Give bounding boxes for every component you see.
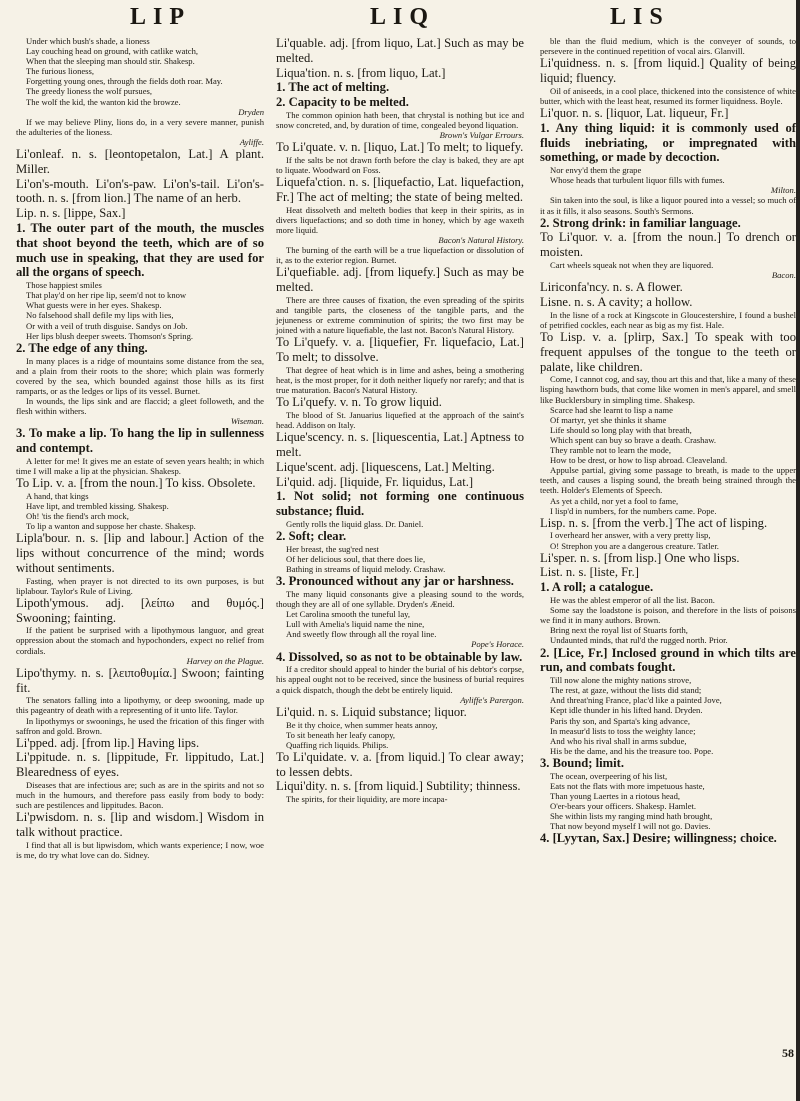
headword-entry: To Lip. v. a. [from the noun.] To kiss. Obsolete. <box>16 476 256 490</box>
sense-definition: 4. Dissolved, so as not to be obtainable by law. <box>276 649 523 664</box>
headword-entry: To Li'quor. v. a. [from the noun.] To drench or moisten. <box>540 230 796 260</box>
quotation: Those happiest smiles <box>26 280 102 291</box>
headword-entry: To Li'quidate. v. a. [from liquid.] To clear away; to lessen debts. <box>276 749 524 779</box>
quotation: He was the ablest emperor of all the list. Bacon. <box>550 595 715 606</box>
quotation: Of her delicious soul, that there does lie, <box>286 554 426 564</box>
headword-entry: Lique'scent. adj. [liquescens, Lat.] Melting. <box>276 459 495 474</box>
quotation: Gently rolls the liquid glass. Dr. Daniel. <box>286 519 424 530</box>
header-center: LIQ <box>370 4 436 30</box>
headword-entry: Li'ppitude. n. s. [lippitude, Fr. lippitudo, Lat.] Blearedness of eyes. <box>16 750 264 780</box>
quotation: Quaffing rich liquids. Philips. <box>286 739 389 750</box>
headword-entry: Lipoth'ymous. adj. [λείπω and θυμός.] Swooning; fainting. <box>16 595 264 625</box>
quotation: No falsehood shall defile my lips with lies, <box>26 310 174 321</box>
headword-entry: Li'quidness. n. s. [from liquid.] Quality of being liquid; fluency. <box>540 56 796 85</box>
quotation: Scarce had she learnt to lisp a name <box>550 404 673 415</box>
quotation-source: Dryden <box>238 106 264 117</box>
headword-entry: Lipo'thymy. n. s. [λειποθυμία.] Swoon; fainting fit. <box>16 665 264 695</box>
page-number: 58 <box>782 1046 794 1060</box>
quotation: O! Strephon you are a dangerous creature. Tatler. <box>550 540 719 551</box>
quotation: Bathing in streams of liquid melody. Crashaw. <box>286 564 446 575</box>
quotation: That now beyond myself I will not go. Davies. <box>550 821 711 832</box>
quotation: Life should so long play with that breath, <box>550 424 692 435</box>
quotation: Till now alone the mighty nations strove, <box>550 675 692 686</box>
quotation: If the salts be not drawn forth before the clay is baked, they are apt to liquate. Woodward on Foss. <box>276 155 524 176</box>
quotation: Whose heads that turbulent liquor fills with fumes. <box>550 175 725 186</box>
quotation: That play'd on her ripe lip, seem'd not to know <box>26 290 187 301</box>
quotation: I overheard her answer, with a very pretty lisp, <box>550 530 711 541</box>
quotation: The burning of the earth will be a true liquefaction or dissolution of it, as to the exterior region. Burnet. <box>276 245 524 266</box>
headword-entry: Lisne. n. s. A cavity; a hollow. <box>540 295 693 309</box>
quotation: She within lists my ranging mind hath brought, <box>550 811 713 822</box>
page-edge-shadow <box>796 0 800 1101</box>
sense-definition: 1. Any thing liquid: it is commonly used of fluids inebriating, or impregnated with something, or made by decoction. <box>540 120 796 165</box>
quotation: Have lipt, and trembled kissing. Shakesp. <box>26 500 169 511</box>
quotation-source: Bacon. <box>771 270 796 281</box>
quotation: His be the dame, and his the treasure too. Pope. <box>550 745 714 756</box>
headword-entry: Li'quid. adj. [liquide, Fr. liquidus, Lat.] <box>276 474 474 489</box>
headword-entry: Li'quable. adj. [from liquo, Lat.] Such as may be melted. <box>276 36 524 65</box>
headword-entry: Lisp. n. s. [from the verb.] The act of lisping. <box>540 515 768 530</box>
quotation: Undaunted minds, that rul'd the rugged north. Prior. <box>550 635 728 646</box>
quotation: What guests were in her eyes. Shakesp. <box>26 300 162 311</box>
header-right: LIS <box>610 4 670 30</box>
quotation: In the lisne of a rock at Kingscote in Gloucestershire, I found a bushel of petrified cockles, each near as big as my fist. Hale. <box>540 309 796 330</box>
sense-definition: 3. To make a lip. To hang the lip in sullenness and contempt. <box>16 426 264 456</box>
quotation: Or with a veil of truth disguise. Sandys on Job. <box>26 320 188 331</box>
quotation: The rest, at gaze, without the lists did stand; <box>550 685 702 696</box>
headword-entry: Lique'scency. n. s. [liquescentia, Lat.] Aptness to melt. <box>276 430 524 460</box>
quotation: And threat'ning France, plac'd like a painted Jove, <box>550 695 722 706</box>
quotation: The furious lioness, <box>26 66 95 77</box>
quotation-source: Harvey on the Plague. <box>186 655 264 666</box>
quotation-source: Wiseman. <box>230 416 264 427</box>
quotation: If a creditor should appeal to hinder the burial of his debtor's corpse, his appeal ought not to be received, since the business of burial requires a quick dispatch, though the debt be entirely liquid. <box>276 664 524 695</box>
quotation-source: Brown's Vulgar Errours. <box>439 130 524 141</box>
quotation: When that the sleeping man should stir. Shakesp. <box>26 56 195 67</box>
quotation: How to be drest, or how to lisp abroad. Cleaveland. <box>550 455 728 466</box>
running-header <box>0 4 800 34</box>
headword-entry: List. n. s. [liste, Fr.] <box>540 565 640 580</box>
headword-entry: Li'quid. n. s. Liquid substance; liquor. <box>276 704 467 719</box>
headword-entry: To Li'quefy. v. n. To grow liquid. <box>276 395 442 410</box>
headword-entry: Liriconfa'ncy. n. s. A flower. <box>540 280 683 295</box>
headword-entry: Liqua'tion. n. s. [from liquo, Lat.] <box>276 65 446 80</box>
sense-definition: 1. Not solid; not forming one continuous substance; fluid. <box>276 489 524 519</box>
quotation: Kept idle thunder in his lifted hand. Dryden. <box>550 705 703 716</box>
quotation: Her breast, the sug'red nest <box>286 543 379 554</box>
quotation: Than young Laertes in a riotous head, <box>550 790 681 801</box>
quotation: Which spent can buy so brave a death. Crashaw. <box>550 434 717 445</box>
quotation: The spirits, for their liquidity, are more incapa- <box>286 794 448 805</box>
headword-entry: Lip. n. s. [lippe, Sax.] <box>16 206 126 221</box>
quotation: Some say the loadstone is poison, and therefore in the lists of poisons we find it in many authors. Brown. <box>540 605 796 626</box>
column-middle <box>276 36 524 804</box>
quotation: The greedy lioness the wolf pursues, <box>26 86 153 97</box>
sense-definition: 2. Capacity to be melted. <box>276 95 409 110</box>
quotation-source: Milton. <box>770 185 796 196</box>
column-left <box>16 36 264 860</box>
quotation: That degree of heat which is in lime and ashes, being a smothering heat, is the most proper, for it doth neither liquefy nor rarefy; and that is true maturation. Bacon's Natural History. <box>276 364 524 396</box>
headword-entry: Li'quor. n. s. [liquor, Lat. liqueur, Fr.] <box>540 105 729 120</box>
column-right <box>540 36 796 846</box>
quotation: Lay couching head on ground, with catlike watch, <box>26 46 199 57</box>
quotation: The blood of St. Januarius liquefied at the approach of the saint's head. Addison on Italy. <box>276 410 524 431</box>
quotation: In lipothymys or swoonings, he used the frication of this finger with saffron and gold. Brown. <box>16 715 264 736</box>
quotation-source: Bacon's Natural History. <box>438 235 524 246</box>
quotation: The senators falling into a lipothymy, or deep swooning, made up this pageantry of death with a representing of it unto life. Taylor. <box>16 695 264 716</box>
headword-entry: Lipla'bour. n. s. [lip and labour.] Action of the lips without concurrence of the mind; words without sentiments. <box>16 531 264 575</box>
headword-entry: Li'onleaf. n. s. [leontopetalon, Lat.] A plant. Miller. <box>16 147 264 176</box>
quotation: Oh! 'tis the fiend's arch mock, <box>26 510 129 521</box>
quotation: Her lips blush deeper sweets. Thomson's Spring. <box>26 330 194 341</box>
quotation: Eats not the flats with more impetuous haste, <box>550 780 705 791</box>
quotation: Fasting, when prayer is not directed to its own purposes, is but liplabour. Taylor's Rule of Living. <box>16 575 264 596</box>
quotation: To sit beneath her leafy canopy, <box>286 729 396 740</box>
quotation: Appulse partial, giving some passage to breath, is made to the upper teeth, and causes a lisping sound, the breath being strained through the teeth. Holder's Elements of Speech. <box>540 465 796 496</box>
headword-entry: Li'on's-mouth. Li'on's-paw. Li'on's-tail. Li'on's-tooth. n. s. [from lion.] The name of an herb. <box>16 176 264 206</box>
quotation: Heat dissolveth and melteth bodies that keep in their spirits, as in divers liquefactions; and so doth time in honey, which by age waxeth more liquid. <box>276 204 524 236</box>
quotation: There are three causes of fixation, the even spreading of the spirits and tangible parts, the closeness of the tangible parts, and the jejuneness or extreme comminution of spirits; the two first may be joined with a nature liquefiable, the last not. Bacon's Natural History. <box>276 295 524 336</box>
quotation: In measur'd lists to toss the weighty lance; <box>550 725 696 736</box>
quotation: The common opinion hath been, that chrystal is nothing but ice and snow concreted, and, by duration of time, congealed beyond liquation. <box>276 109 524 131</box>
headword-entry: Li'pwisdom. n. s. [lip and wisdom.] Wisdom in talk without practice. <box>16 810 264 840</box>
quotation: They ramble not to learn the mode, <box>550 445 671 456</box>
quotation: Diseases that are infectious are; such as are in the spirits and not so much in the humours, and therefore pass easily from body to body: such are pestilences and lippitudes. Bacon. <box>16 780 264 811</box>
quotation: The wolf the kid, the wanton kid the browze. <box>26 96 181 107</box>
quotation: Nor envy'd them the grape <box>550 165 642 176</box>
quotation: A hand, that kings <box>26 490 89 501</box>
quotation: In many places is a ridge of mountains some distance from the sea, and a plain from their roots to the shore; which plain was formerly covered by the sea, which bounded against those hills as its first ramparts, or as the ledges or lips of its vessel. Burnet. <box>16 355 264 396</box>
headword-entry: To Li'quate. v. n. [liquo, Lat.] To melt; to liquefy. <box>276 140 524 155</box>
quotation-source: Ayliffe's Parergon. <box>460 694 524 705</box>
quotation: I lisp'd in numbers, for the numbers came. Pope. <box>550 505 717 516</box>
quotation: ble than the fluid medium, which is the conveyer of sounds, to persevere in the continued repetition of vocal airs. Glanvill. <box>540 36 796 57</box>
headword-entry: To Li'quefy. v. a. [liquefier, Fr. liquefacio, Lat.] To melt; to dissolve. <box>276 335 524 365</box>
quotation: A letter for me! It gives me an estate of seven years health; in which time I will make a lip at the physician. Shakesp. <box>16 455 264 476</box>
header-left: LIP <box>130 4 192 30</box>
quotation: Paris thy son, and Sparta's king advance, <box>550 715 690 726</box>
sense-definition: 1. The act of melting. <box>276 80 390 95</box>
quotation: As yet a child, nor yet a fool to fame, <box>550 495 679 506</box>
quotation: The many liquid consonants give a pleasing sound to the words, though they are all of one syllable. Dryden's Æneid. <box>276 588 524 610</box>
quotation: Come, I cannot cog, and say, thou art this and that, like a many of these lisping hawthorn buds, that come like women in men's apparel, and smell like Bucklersbury in simpling time. Shakesp. <box>540 374 796 405</box>
headword-entry: Li'pped. adj. [from lip.] Having lips. <box>16 735 200 750</box>
quotation: Let Carolina smooth the tuneful lay, <box>286 609 411 620</box>
quotation: Bring next the royal list of Stuarts forth, <box>550 625 688 636</box>
sense-definition: 3. Pronounced without any jar or harshness. <box>276 574 514 589</box>
headword-entry: To Lisp. v. a. [ƿlirp, Sax.] To speak with too frequent appulses of the tongue to the teeth or palate, like children. <box>540 329 796 374</box>
headword-entry: Liqui'dity. n. s. [from liquid.] Subtility; thinness. <box>276 779 521 794</box>
quotation: Oil of aniseeds, in a cool place, thickened into the consistence of white butter, which with the least heat, resumed its former liquidness. Boyle. <box>540 85 796 106</box>
sense-definition: 1. A roll; a catalogue. <box>540 580 654 595</box>
quotation: To lip a wanton and suppose her chaste. Shakesp. <box>26 521 196 532</box>
quotation: Sin taken into the soul, is like a liquor poured into a vessel; so much of it as it fills, it also seasons. South's Sermons. <box>540 195 796 216</box>
quotation: I find that all is but lipwisdom, which wants experience; I now, woe is me, do try what love can do. Sidney. <box>16 839 264 861</box>
sense-definition: 4. [Lyyτan, Sax.] Desire; willingness; choice. <box>540 831 777 846</box>
sense-definition: 3. Bound; limit. <box>540 755 624 770</box>
quotation: Be it thy choice, when summer heats annoy, <box>286 719 438 730</box>
quotation: Lull with Amelia's liquid name the nine, <box>286 619 425 630</box>
quotation: If the patient be surprised with a lipothymous languor, and great oppression about the stomach and hypochonders, expect no relief from cordials. <box>16 625 264 656</box>
sense-definition: 2. [Lice, Fr.] Inclosed ground in which tilts are run, and combats fought. <box>540 645 796 675</box>
quotation: If we may believe Pliny, lions do, in a very severe manner, punish the adulteries of the lioness. <box>16 116 264 137</box>
headword-entry: Liquefa'ction. n. s. [liquefactio, Lat. liquefaction, Fr.] The act of melting; the state of being melted. <box>276 175 524 205</box>
headword-entry: Li'sper. n. s. [from lisp.] One who lisps. <box>540 550 740 565</box>
quotation: And who his rival shall in arms subdue, <box>550 735 687 746</box>
sense-definition: 2. Soft; clear. <box>276 529 347 544</box>
quotation-source: Pope's Horace. <box>471 639 524 650</box>
quotation: O'er-bears your officers. Shakesp. Hamlet. <box>550 800 697 811</box>
quotation: Under which bush's shade, a lioness <box>26 36 150 46</box>
sense-definition: 2. The edge of any thing. <box>16 340 148 355</box>
headword-entry: Li'quefiable. adj. [from liquefy.] Such as may be melted. <box>276 265 524 295</box>
quotation-source: Ayliffe. <box>239 136 264 147</box>
quotation: In wounds, the lips sink and are flaccid; a gleet followeth, and the flesh within withers. <box>16 395 264 417</box>
sense-definition: 1. The outer part of the mouth, the muscles that shoot beyond the teeth, which are of so much use in speaking, that they are used for all the organs of speech. <box>16 221 264 280</box>
quotation: And sweetly flow through all the royal line. <box>286 629 437 640</box>
quotation: Forgetting young ones, through the fields doth roar. May. <box>26 76 223 87</box>
sense-definition: 2. Strong drink: in familiar language. <box>540 215 741 230</box>
quotation: The ocean, overpeering of his list, <box>550 770 668 781</box>
quotation: Of martyr, yet she thinks it shame <box>550 414 667 425</box>
quotation: Cart wheels squeak not when they are liquored. <box>550 260 714 271</box>
